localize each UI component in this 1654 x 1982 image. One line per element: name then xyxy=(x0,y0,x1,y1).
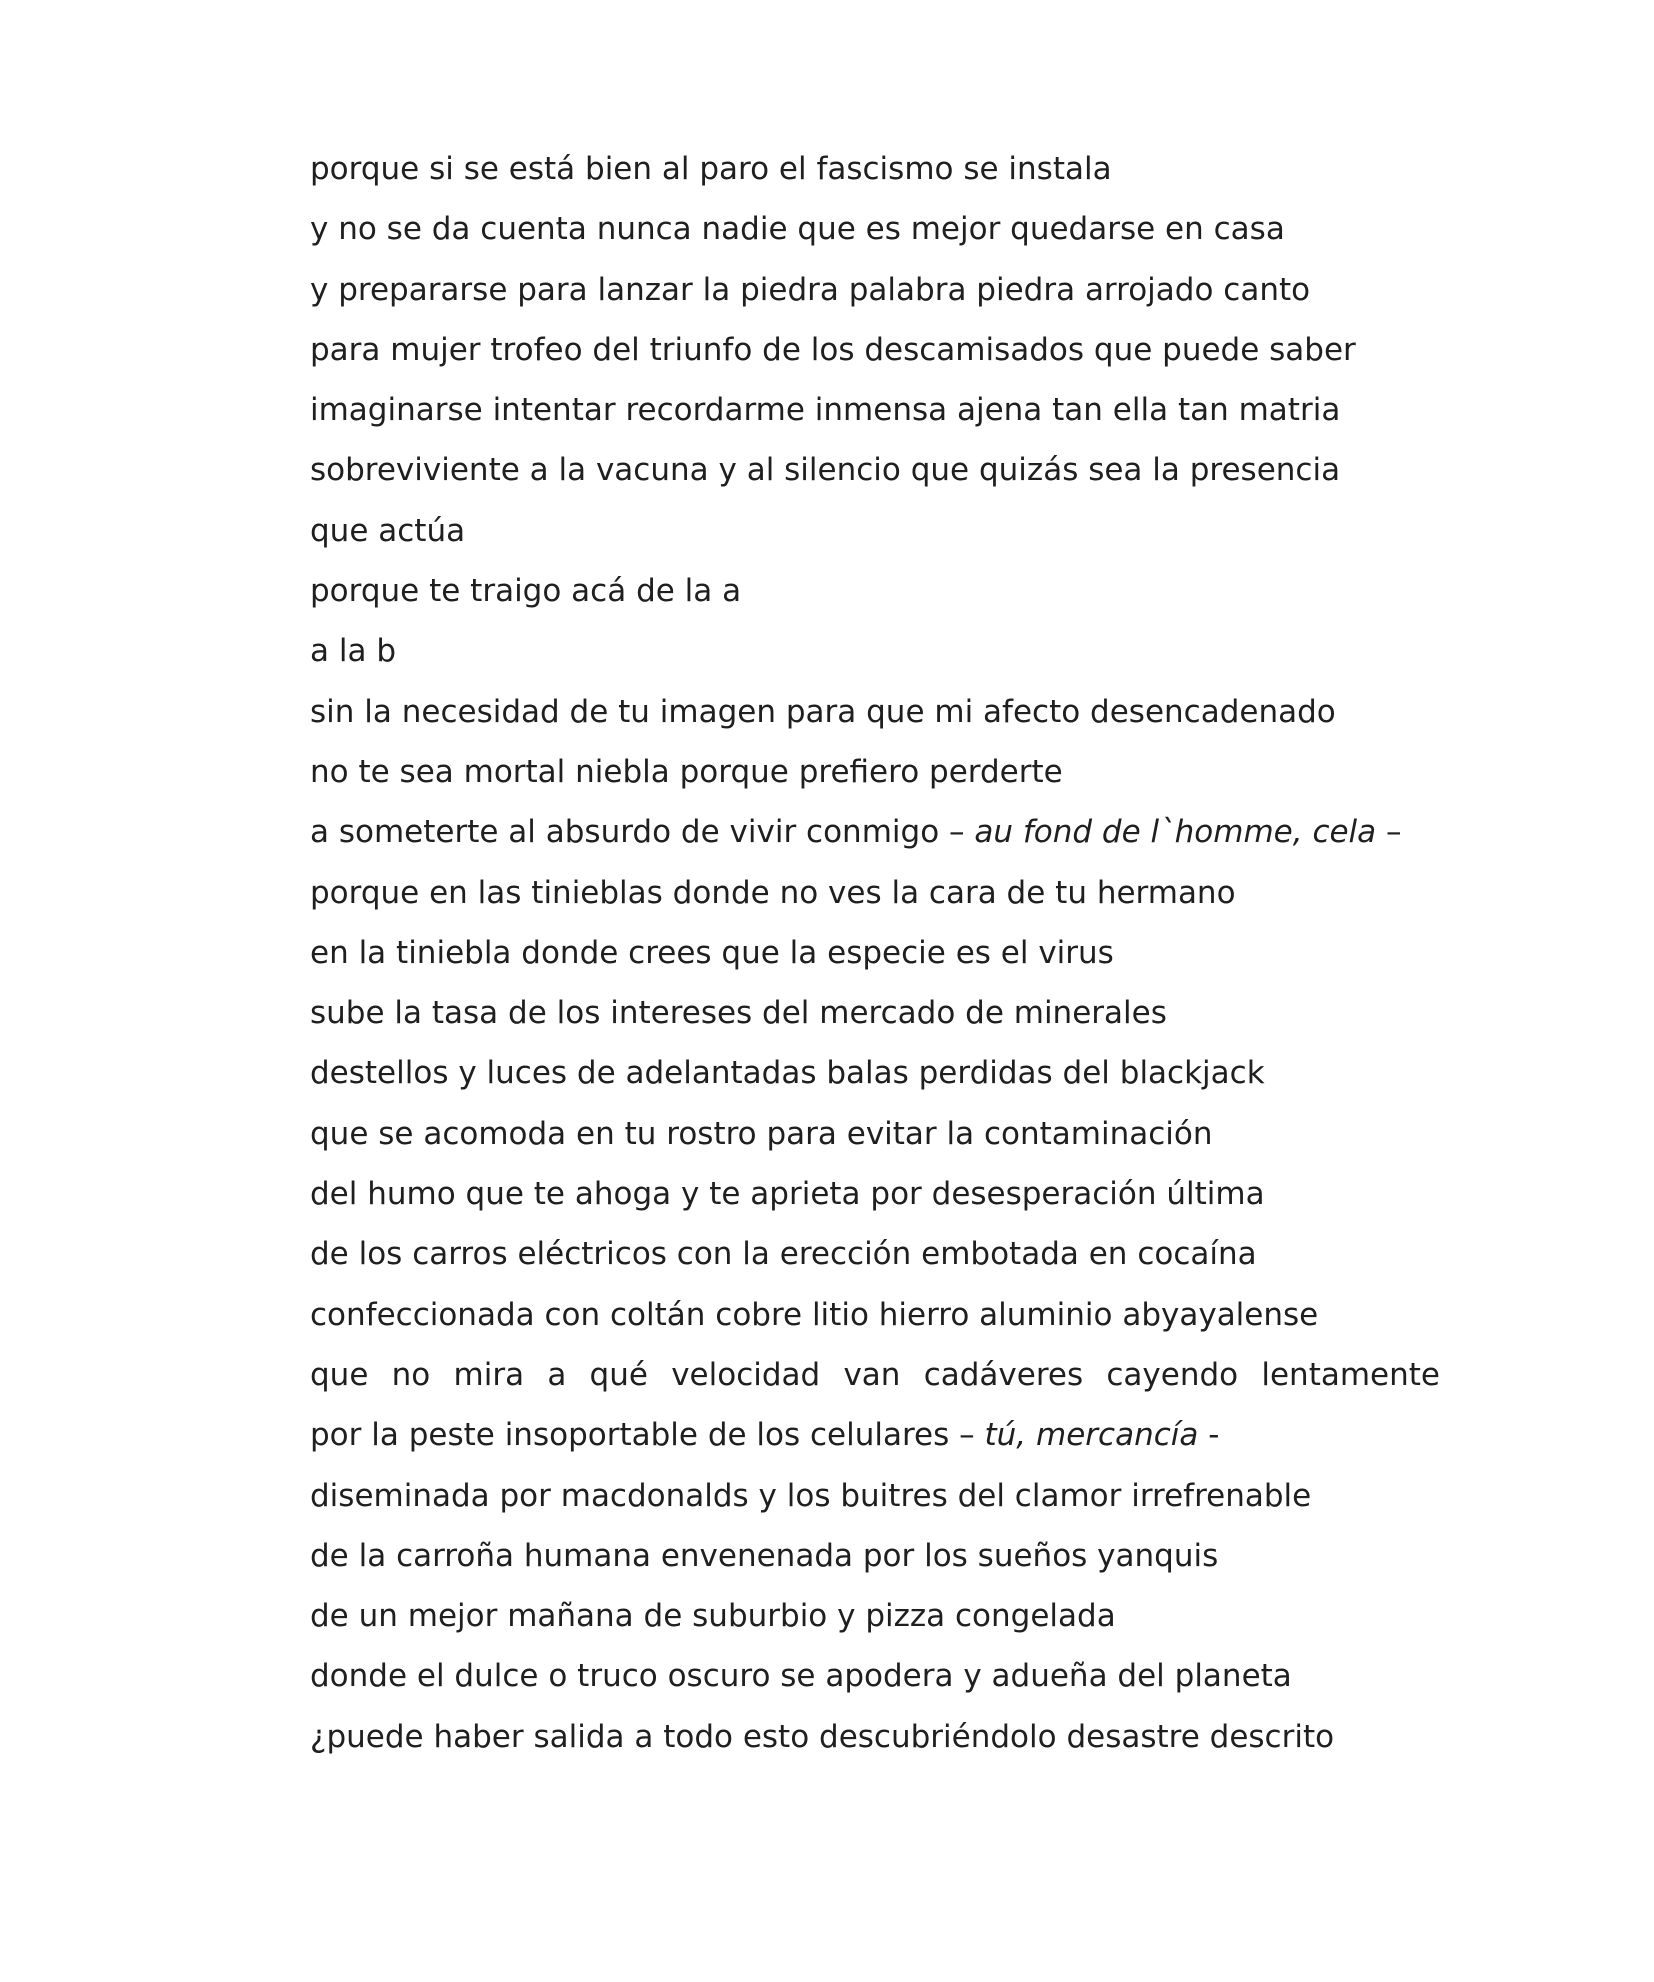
poem-line-18: del humo que te ahoga y te aprieta por desesperación última xyxy=(310,1176,1265,1213)
poem-text xyxy=(310,148,1450,1776)
poem-line-24: de la carroña humana envenenada por los sueños yanquis xyxy=(310,1537,1219,1574)
poem-line-2: y no se da cuenta nunca nadie que es mejor quedarse en casa xyxy=(310,211,1285,248)
poem-line-22-italic-quote: tú, mercancía xyxy=(984,1417,1199,1454)
poem-line-7: que actúa xyxy=(310,512,466,549)
poem-line-26: donde el dulce o truco oscuro se apodera y adueña del planeta xyxy=(310,1658,1292,1695)
poem-line-22 xyxy=(310,1414,1450,1474)
poem-line-23: diseminada por macdonalds y los buitres del clamor irrefrenable xyxy=(310,1477,1312,1514)
poem-line-8: porque te traigo acá de la a xyxy=(310,573,742,610)
poem-line-5: imaginarse intentar recordarme inmensa ajena tan ella tan matria xyxy=(310,392,1341,429)
poem-line-10: sin la necesidad de tu imagen para que mi afecto desencadenado xyxy=(310,693,1336,730)
poem-line-12-start: a someterte al absurdo de vivir conmigo – xyxy=(310,814,975,851)
poem-line-13: porque en las tinieblas donde no ves la cara de tu hermano xyxy=(310,874,1236,911)
poem-line-15: sube la tasa de los intereses del mercado de minerales xyxy=(310,995,1167,1032)
poem-line-1: porque si se está bien al paro el fascismo se instala xyxy=(310,151,1112,187)
poem-line-21: que no mira a qué velocidad van cadáveres cayendo lentamente xyxy=(310,1356,1440,1393)
poem-line-3: y prepararse para lanzar la piedra palabra piedra arrojado canto xyxy=(310,271,1311,308)
poem-line-12-end: – xyxy=(1376,814,1402,851)
poem-line-22-start: por la peste insoportable de los celulares – xyxy=(310,1417,985,1454)
poem-line-17: que se acomoda en tu rostro para evitar la contaminación xyxy=(310,1115,1213,1152)
poem-line-11: no te sea mortal niebla porque prefiero perderte xyxy=(310,753,1063,790)
poem-line-12-italic-quote: au fond de l`homme, cela xyxy=(974,814,1377,851)
poem-line-9: a la b xyxy=(310,633,396,670)
poem-line-12 xyxy=(310,811,1450,871)
poem-line-19: de los carros eléctricos con la erección embotada en cocaína xyxy=(310,1236,1257,1273)
poem-line-25: de un mejor mañana de suburbio y pizza congelada xyxy=(310,1598,1116,1635)
poem-line-14: en la tiniebla donde crees que la especie es el virus xyxy=(310,934,1114,971)
poem-line-16: destellos y luces de adelantadas balas perdidas del blackjack xyxy=(310,1055,1265,1092)
poem-line-27: ¿puede haber salida a todo esto descubriéndolo desastre descrito xyxy=(310,1718,1335,1755)
poem-line-22-end: - xyxy=(1198,1417,1220,1454)
poem-line-6: sobreviviente a la vacuna y al silencio que quizás sea la presencia xyxy=(310,452,1341,489)
poem-line-4: para mujer trofeo del triunfo de los descamisados que puede saber xyxy=(310,331,1356,368)
poem-line-20: confeccionada con coltán cobre litio hierro aluminio abyayalense xyxy=(310,1296,1319,1333)
